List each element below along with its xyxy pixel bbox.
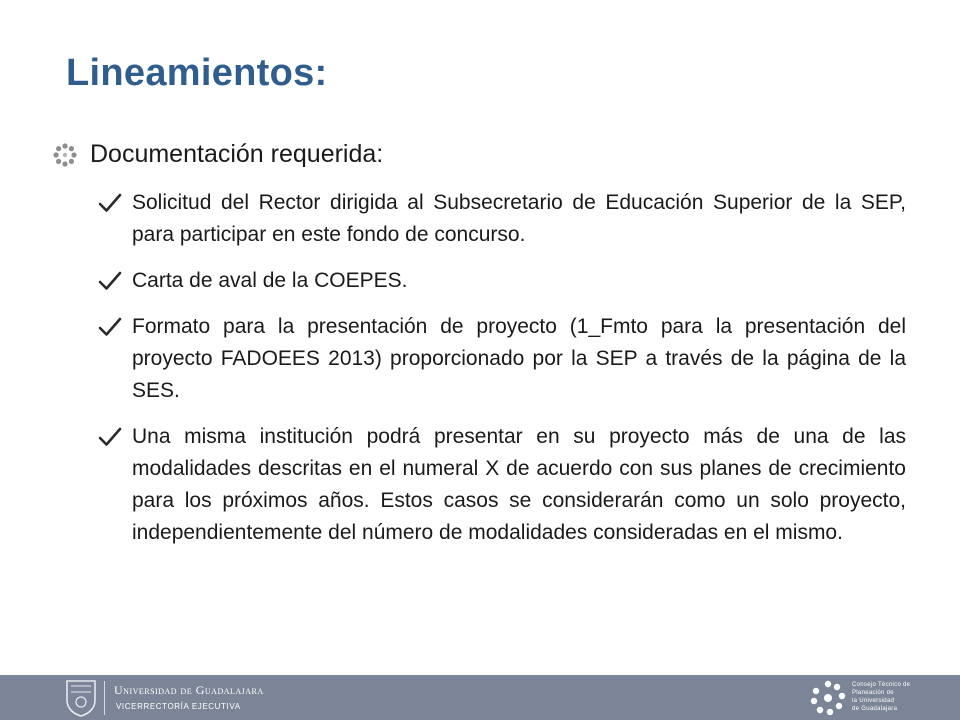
council-line: la Universidad (852, 698, 895, 704)
check-icon (98, 425, 122, 449)
footer-separator (104, 681, 105, 715)
section-heading-text: Documentación requerida: (90, 140, 384, 168)
check-icon (98, 315, 122, 339)
list-item (98, 421, 912, 549)
council-line: Planeación de (852, 690, 894, 696)
check-icon (98, 269, 122, 293)
slide-title: Lineamientos: (66, 52, 328, 94)
council-line: Consejo Técnico de (852, 682, 911, 688)
dotted-flower-icon (52, 142, 78, 168)
list-item (98, 187, 912, 251)
footer-university-name: Universidad de Guadalajara (114, 683, 264, 697)
list-item (98, 265, 912, 297)
content-section (52, 140, 912, 563)
footer-bar (0, 675, 960, 720)
university-seal-icon (64, 678, 98, 718)
council-logo-icon (808, 679, 848, 717)
footer-council-text (852, 681, 952, 713)
list-item-text: Formato para la presentación de proyecto (1_Fmto para la presentación del proyecto FADOEES 2013) proporcionado por la SEP a través de la página de la SES. (132, 315, 906, 402)
footer-vice-rectorate: VICERRECTORÍA EJECUTIVA (116, 702, 241, 711)
list-item-text: Solicitud del Rector dirigida al Subsecretario de Educación Superior de la SEP, para participar en este fondo de concurso. (132, 191, 906, 246)
check-icon (98, 191, 122, 215)
section-heading (52, 140, 912, 169)
list-item-text: Una misma institución podrá presentar en su proyecto más de una de las modalidades descritas en el numeral X de acuerdo con sus planes de crecimiento para los próximos años. Estos casos se considerarán como un solo proyecto, independientemente del número de modalidades consideradas en el mismo. (132, 425, 906, 544)
list-item (98, 311, 912, 407)
council-line: de Guadalajara (852, 706, 898, 712)
list-item-text: Carta de aval de la COEPES. (132, 269, 408, 292)
requirements-list (52, 187, 912, 549)
